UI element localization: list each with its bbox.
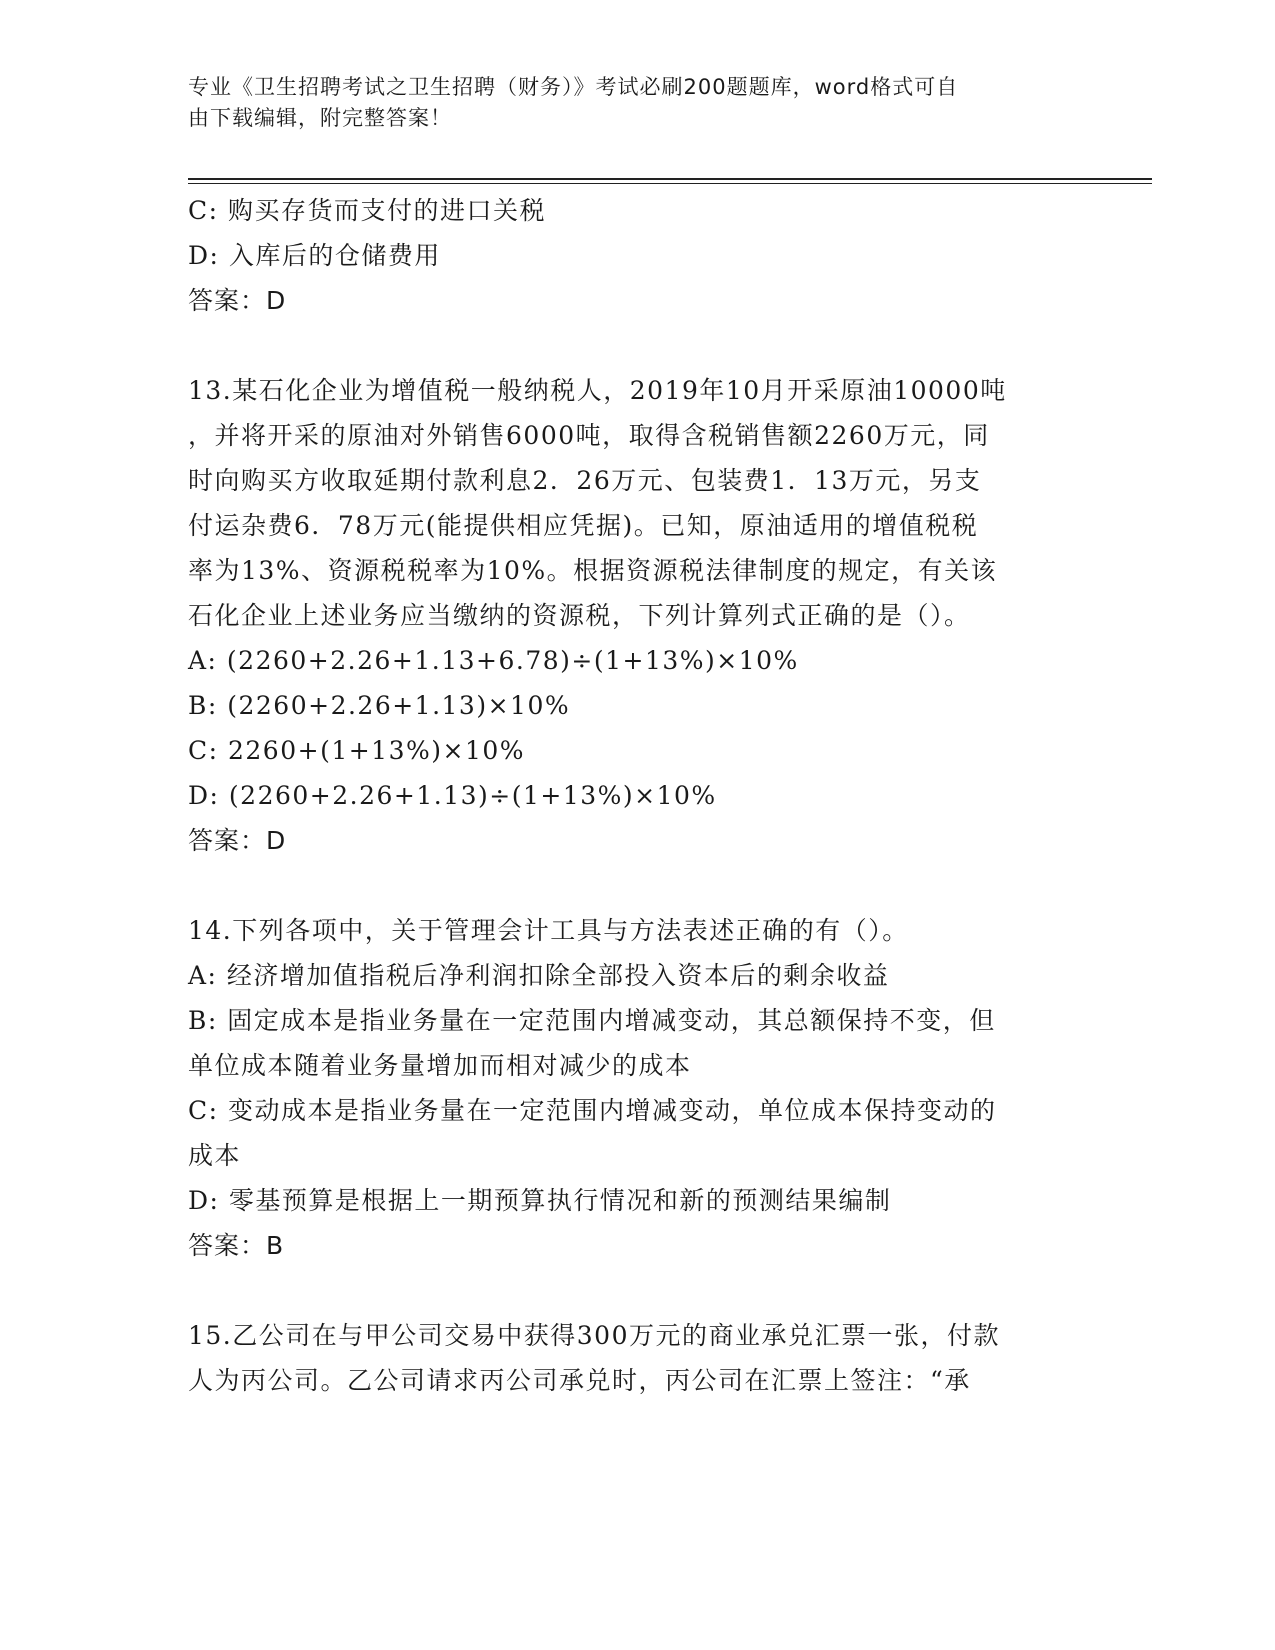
q14-stem: 14.下列各项中，关于管理会计工具与方法表述正确的有（）。	[188, 916, 909, 945]
question-gap	[188, 323, 1078, 368]
question-gap	[188, 1268, 1078, 1313]
q15-stem-line-2: 人为丙公司。乙公司请求丙公司承兑时，丙公司在汇票上签注：“承	[188, 1366, 971, 1395]
q13-option-d: D: (2260+2.26+1.13)÷(1+13%)×10%	[188, 781, 717, 810]
q14-option-c-line-1: C: 变动成本是指业务量在一定范围内增减变动，单位成本保持变动的	[188, 1096, 997, 1125]
q13-answer: 答案：D	[188, 826, 287, 855]
q12-option-c: C: 购买存货而支付的进口关税	[188, 196, 546, 225]
q12-option-d: D: 入库后的仓储费用	[188, 241, 441, 270]
q13-stem	[188, 368, 1078, 638]
header-divider-thin	[188, 183, 1152, 184]
q13-stem-line: ，并将开采的原油对外销售6000吨，取得含税销售额2260万元，同	[188, 421, 990, 450]
header-divider-thick	[188, 178, 1152, 180]
q15-stem-line-1: 15.乙公司在与甲公司交易中获得300万元的商业承兑汇票一张，付款	[188, 1321, 1000, 1350]
q14-option-c-line-2: 成本	[188, 1141, 242, 1170]
q12-answer: 答案：D	[188, 286, 287, 315]
q14-option-b-line-2: 单位成本随着业务量增加而相对减少的成本	[188, 1051, 692, 1080]
q13-stem-line: 石化企业上述业务应当缴纳的资源税，下列计算列式正确的是（）。	[188, 601, 971, 630]
header-title-line-1: 专业《卫生招聘考试之卫生招聘（财务）》考试必刷200题题库，word格式可自	[188, 75, 959, 99]
question-gap	[188, 863, 1078, 908]
q14-option-b-line-1: B: 固定成本是指业务量在一定范围内增减变动，其总额保持不变，但	[188, 1006, 996, 1035]
q13-stem-line: 率为13%、资源税税率为10%。根据资源税法律制度的规定，有关该	[188, 556, 998, 585]
q13-stem-line: 时向购买方收取延期付款利息2．26万元、包装费1．13万元，另支	[188, 466, 982, 495]
document-header	[188, 72, 1068, 134]
q13-option-a: A: (2260+2.26+1.13+6.78)÷(1+13%)×10%	[188, 646, 799, 675]
q13-stem-line: 13.某石化企业为增值税一般纳税人，2019年10月开采原油10000吨	[188, 376, 1007, 405]
document-body	[188, 188, 1078, 1403]
q14-answer: 答案：B	[188, 1231, 285, 1260]
q14-option-d: D: 零基预算是根据上一期预算执行情况和新的预测结果编制	[188, 1186, 892, 1215]
q14-option-a: A: 经济增加值指税后净利润扣除全部投入资本后的剩余收益	[188, 961, 890, 990]
header-title-line-2: 由下载编辑，附完整答案！	[188, 106, 452, 130]
q13-stem-line: 付运杂费6．78万元(能提供相应凭据)。已知，原油适用的增值税税	[188, 511, 979, 540]
q13-option-b: B: (2260+2.26+1.13)×10%	[188, 691, 571, 720]
q13-option-c: C: 2260+(1+13%)×10%	[188, 736, 526, 765]
